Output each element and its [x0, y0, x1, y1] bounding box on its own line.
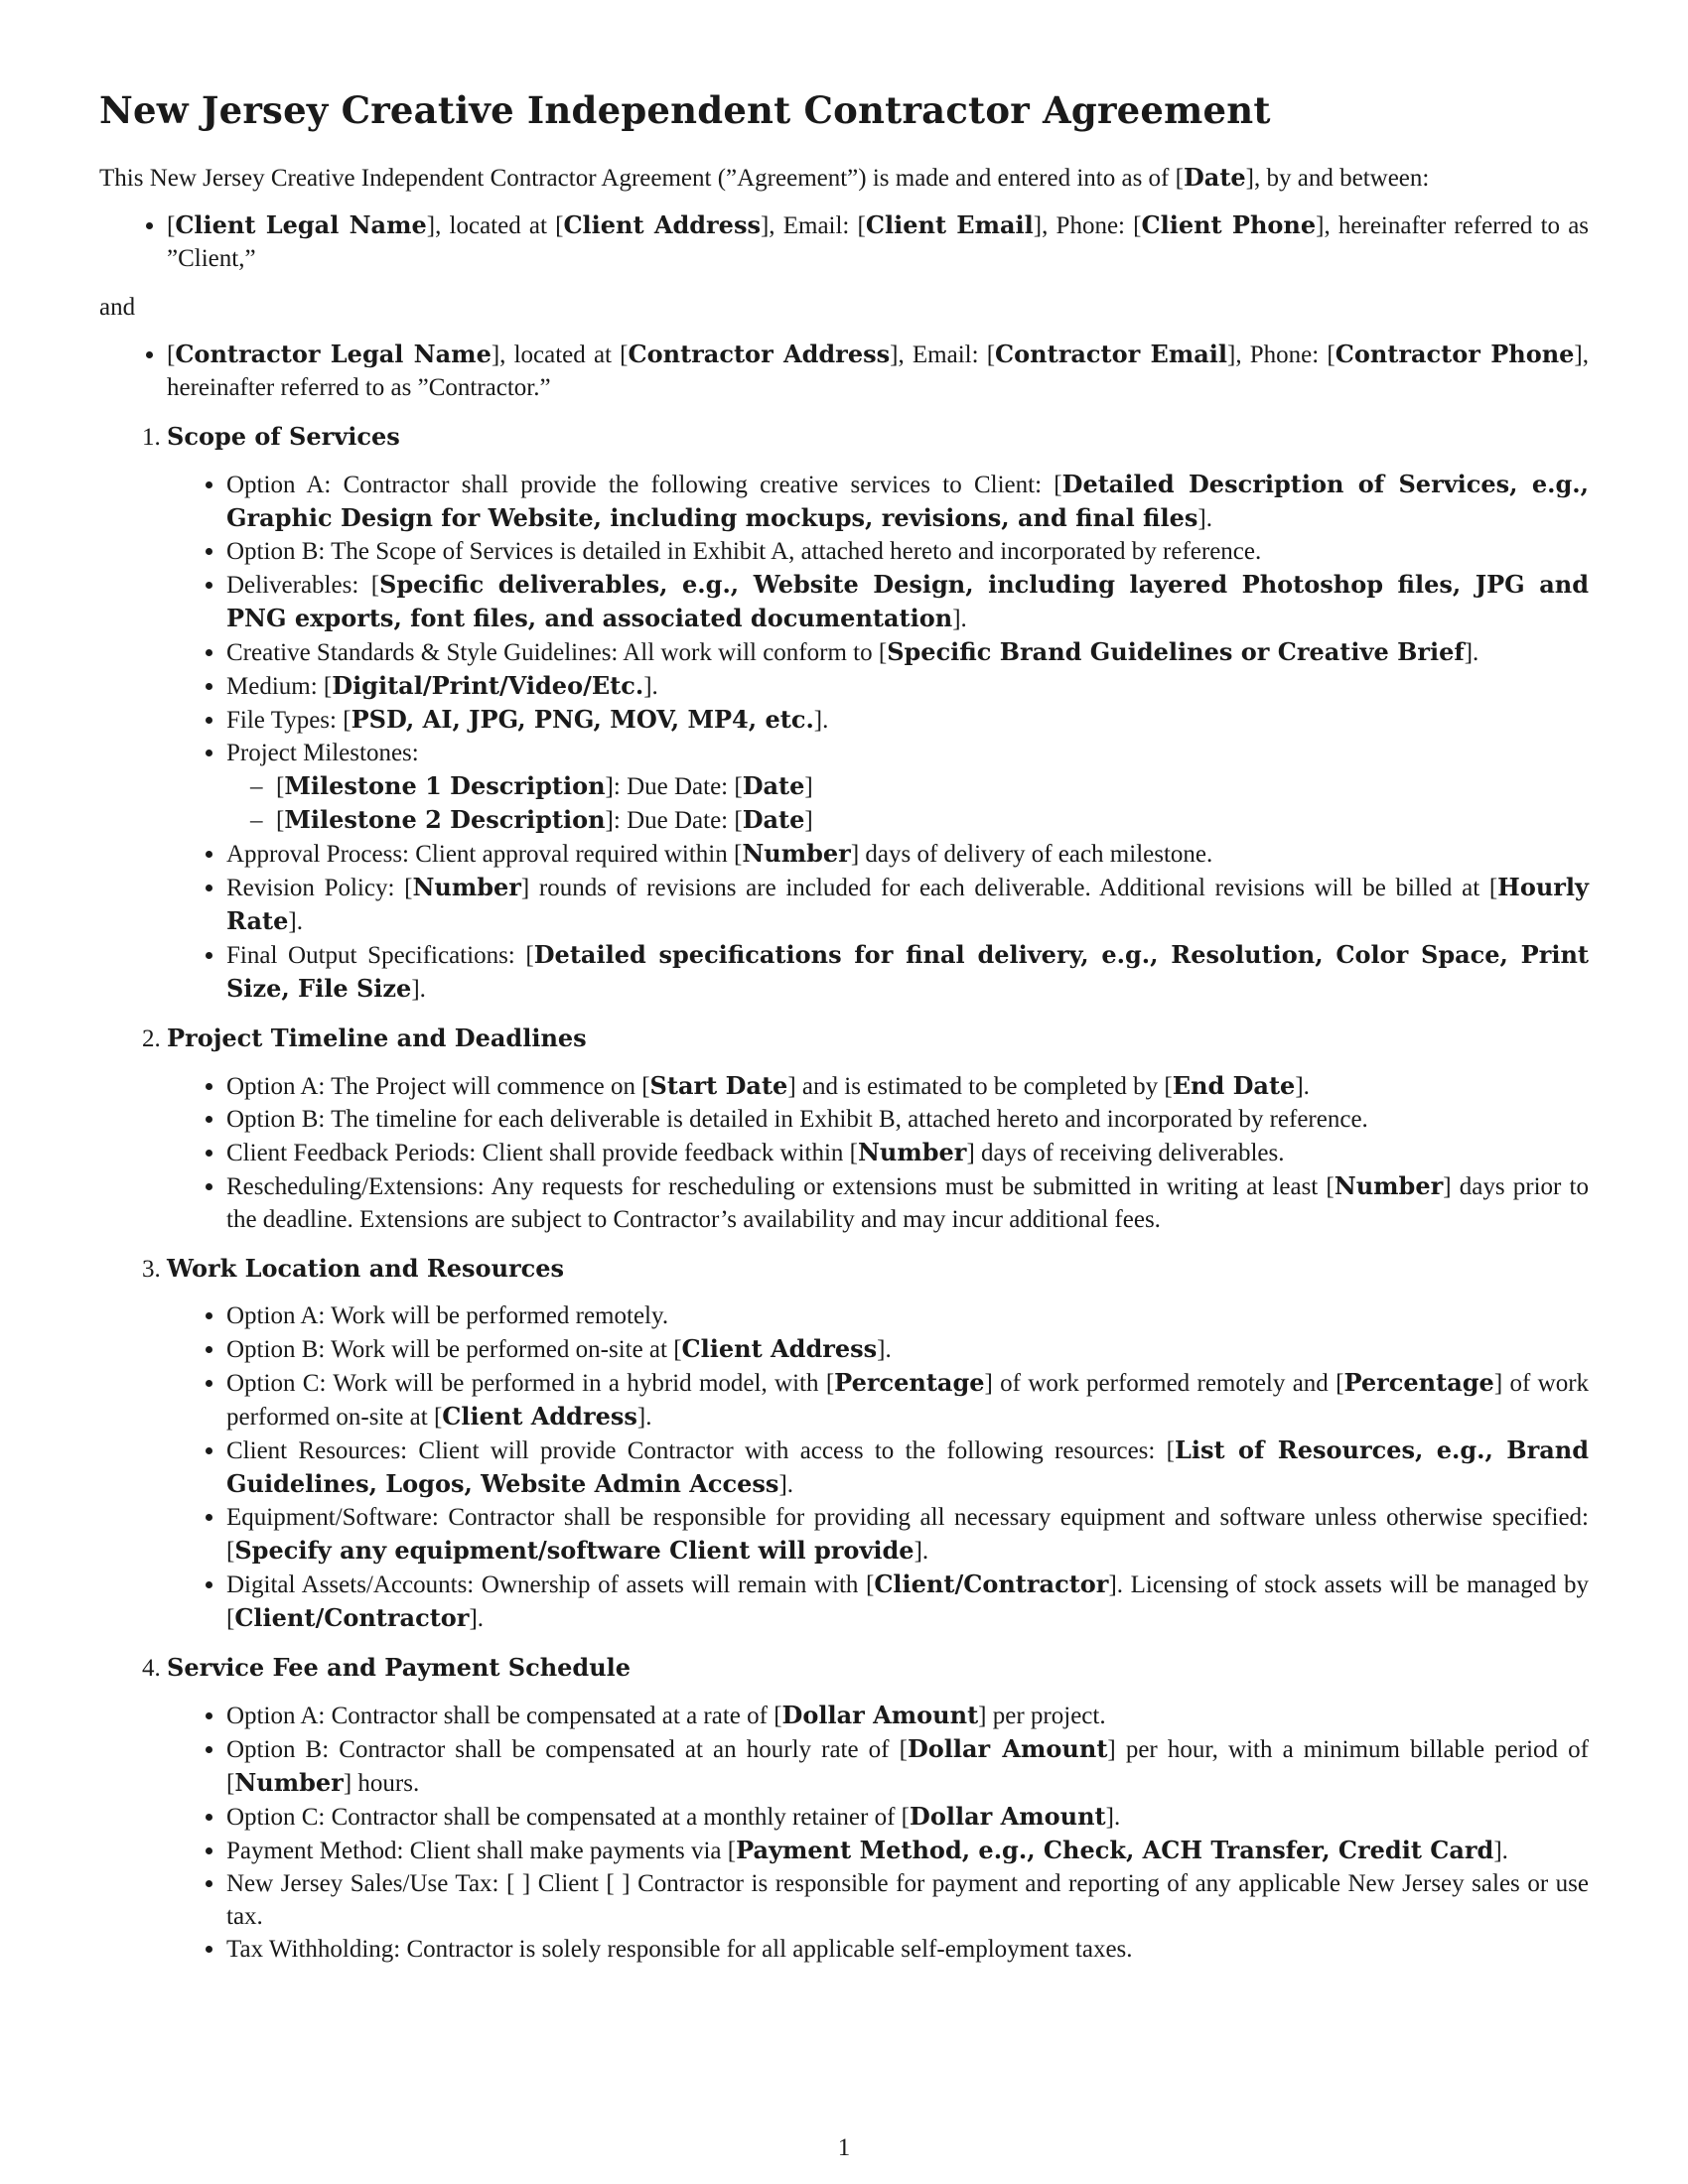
section-project-timeline	[167, 1022, 1589, 1236]
text: ], located at [	[426, 212, 564, 239]
placeholder-field: Client/Contractor	[234, 1603, 470, 1632]
text: ] of work performed remotely and [	[984, 1370, 1344, 1397]
contractor-email-field: Contractor Email	[995, 340, 1227, 368]
placeholder-field: Specific deliverables, e.g., Website Design, including layered Photoshop files, JPG and PNG exports, font files, and associated documentation	[226, 570, 1589, 632]
text: ].	[1197, 505, 1212, 532]
client-phone-field: Client Phone	[1141, 210, 1317, 239]
placeholder-field: Percentage	[1343, 1368, 1494, 1397]
text: ]. Licensing of stock assets will be managed by [	[226, 1571, 1589, 1632]
milestone-list	[226, 769, 1589, 837]
list-item	[226, 535, 1589, 568]
list-item	[226, 1103, 1589, 1136]
placeholder-field: Number	[234, 1768, 344, 1797]
text: ].	[952, 606, 967, 632]
text: File Types: [	[226, 707, 352, 734]
text: Option C: Contractor shall be compensated at a monthly retainer of [	[226, 1804, 911, 1831]
list-item	[226, 703, 1589, 737]
client-email-field: Client Email	[865, 210, 1034, 239]
list-item	[226, 1501, 1589, 1568]
list-item	[226, 568, 1589, 635]
text: [	[276, 773, 285, 800]
section-title: Project Timeline and Deadlines	[167, 1024, 587, 1052]
text: [	[276, 807, 285, 834]
placeholder-field: Hourly Rate	[226, 873, 1589, 935]
list-item	[226, 1933, 1589, 1966]
text: Digital Assets/Accounts: Ownership of assets will remain with [	[226, 1571, 875, 1598]
text: ].	[1464, 639, 1479, 666]
placeholder-field: Number	[1334, 1171, 1444, 1200]
list-item	[226, 1800, 1589, 1834]
list-item	[226, 635, 1589, 669]
list-item	[226, 1568, 1589, 1635]
placeholder-field: Milestone 2 Description	[284, 805, 606, 834]
text: Option A: Contractor shall provide the following creative services to Client: [	[226, 472, 1062, 498]
list-item	[226, 1332, 1589, 1366]
text: Deliverables: [	[226, 572, 380, 599]
text: ].	[1105, 1804, 1121, 1831]
placeholder-field: Detailed specifications for final delivery, e.g., Resolution, Color Space, Print Size, File Size	[226, 940, 1590, 1003]
text: ].	[1493, 1838, 1508, 1864]
text: ], Phone: [	[1227, 341, 1336, 368]
text: New Jersey Sales/Use Tax: [ ] Client [ ] Contractor is responsible for payment and reporting of any applicable New Jersey sales or use tax.	[226, 1870, 1589, 1930]
text: ].	[469, 1605, 485, 1632]
text: [	[167, 341, 176, 368]
list-item	[226, 669, 1589, 703]
section-items	[167, 1299, 1589, 1635]
list-item	[226, 1069, 1589, 1103]
contractor-party	[167, 338, 1589, 404]
text: ] days of receiving deliverables.	[966, 1140, 1285, 1166]
section-title: Scope of Services	[167, 422, 400, 451]
text: ] days of delivery of each milestone.	[850, 841, 1213, 868]
text: Equipment/Software: Contractor shall be responsible for providing all necessary equipment and software unless otherwise specified: [	[226, 1504, 1589, 1565]
placeholder-field: Dollar Amount	[907, 1734, 1108, 1763]
text: ], Email: [	[760, 212, 866, 239]
placeholder-field: Percentage	[834, 1368, 985, 1397]
text: Final Output Specifications: [	[226, 942, 534, 969]
text: ], Phone: [	[1033, 212, 1142, 239]
text: Option B: Work will be performed on-site at [	[226, 1336, 682, 1363]
placeholder-field: Date	[742, 771, 805, 800]
text: ] per project.	[978, 1703, 1106, 1729]
section-items	[167, 1699, 1589, 1966]
text: ]	[804, 773, 813, 800]
text: Client Feedback Periods: Client shall provide feedback within [	[226, 1140, 858, 1166]
milestone-item	[276, 769, 1589, 803]
client-name-field: Client Legal Name	[175, 210, 427, 239]
placeholder-field: Number	[742, 839, 851, 868]
placeholder-field: Number	[412, 873, 521, 901]
text: ] of work performed on-site at [	[226, 1370, 1590, 1431]
placeholder-field: Digital/Print/Video/Etc.	[332, 671, 644, 700]
placeholder-field: Number	[857, 1138, 967, 1166]
text: ]: Due Date: [	[605, 773, 743, 800]
intro-text: This New Jersey Creative Independent Contractor Agreement (”Agreement”) is made and entered into as of [	[99, 165, 1184, 192]
client-address-field: Client Address	[563, 210, 761, 239]
text: ].	[643, 673, 658, 700]
text: Rescheduling/Extensions: Any requests for rescheduling or extensions must be submitted in writing at least [	[226, 1173, 1335, 1200]
placeholder-field: Specific Brand Guidelines or Creative Brief	[887, 637, 1465, 666]
text: ], Email: [	[890, 341, 996, 368]
text: ], hereinafter referred to as ”Contractor.”	[167, 341, 1589, 401]
text: Option A: Work will be performed remotely.	[226, 1302, 669, 1329]
list-item	[226, 468, 1589, 535]
list-item	[226, 1732, 1589, 1800]
contractor-name-field: Contractor Legal Name	[175, 340, 492, 368]
text: ].	[914, 1538, 929, 1565]
milestone-item	[276, 803, 1589, 837]
contractor-phone-field: Contractor Phone	[1335, 340, 1575, 368]
text: Option C: Work will be performed in a hybrid model, with [	[226, 1370, 835, 1397]
sections-list	[99, 420, 1589, 1966]
text: ].	[288, 908, 303, 935]
placeholder-field: Client/Contractor	[874, 1570, 1109, 1598]
and-connector: and	[99, 294, 136, 321]
list-item	[226, 871, 1589, 938]
text: ], hereinafter referred to as ”Client,”	[167, 212, 1590, 272]
placeholder-field: PSD, AI, JPG, PNG, MOV, MP4, etc.	[351, 705, 814, 734]
text: ].	[778, 1471, 794, 1498]
intro-text: ], by and between:	[1245, 165, 1430, 192]
text: Creative Standards & Style Guidelines: All work will conform to [	[226, 639, 888, 666]
list-item	[226, 938, 1589, 1006]
list-item	[226, 1299, 1589, 1332]
placeholder-field: Dollar Amount	[781, 1701, 979, 1729]
document-page	[99, 87, 1589, 1981]
text: Option B: The Scope of Services is detailed in Exhibit A, attached hereto and incorporated by reference.	[226, 538, 1262, 565]
client-party	[167, 208, 1589, 275]
placeholder-field: Client Address	[681, 1334, 878, 1363]
placeholder-field: Milestone 1 Description	[284, 771, 606, 800]
client-party-list	[99, 208, 1589, 275]
document-title: New Jersey Creative Independent Contractor Agreement	[99, 88, 1271, 132]
list-item	[226, 1834, 1589, 1867]
text: ].	[411, 976, 426, 1003]
text: Revision Policy: [	[226, 875, 413, 901]
text: ] hours.	[343, 1770, 420, 1797]
text: Option B: Contractor shall be compensated at an hourly rate of [	[226, 1736, 908, 1763]
placeholder-field: Date	[742, 805, 805, 834]
text: ].	[813, 707, 829, 734]
placeholder-field: Client Address	[442, 1402, 637, 1431]
text: Medium: [	[226, 673, 333, 700]
text: ] rounds of revisions are included for each deliverable. Additional revisions will be billed at [	[520, 875, 1498, 901]
text: Payment Method: Client shall make payments via [	[226, 1838, 737, 1864]
text: [	[167, 212, 176, 239]
text: ] per hour, with a minimum billable period of [	[226, 1736, 1589, 1797]
placeholder-field: Start Date	[649, 1071, 788, 1100]
text: ]: Due Date: [	[605, 807, 743, 834]
text: Option A: Contractor shall be compensated at a rate of [	[226, 1703, 782, 1729]
list-item	[226, 737, 1589, 837]
list-item	[226, 1433, 1589, 1501]
list-item	[226, 837, 1589, 871]
text: ] days prior to the deadline. Extensions are subject to Contractor’s availability and may incur additional fees.	[226, 1173, 1589, 1233]
placeholder-field: Detailed Description of Services, e.g., Graphic Design for Website, including mockups, revisions, and final files	[226, 470, 1590, 532]
section-items	[167, 468, 1589, 1006]
placeholder-field: Dollar Amount	[910, 1802, 1106, 1831]
section-title: Service Fee and Payment Schedule	[167, 1653, 632, 1682]
contractor-party-list	[99, 338, 1589, 404]
text: ], located at [	[491, 341, 629, 368]
list-item	[226, 1169, 1589, 1236]
text: Approval Process: Client approval required within [	[226, 841, 743, 868]
placeholder-field: Payment Method, e.g., Check, ACH Transfer, Credit Card	[736, 1836, 1494, 1864]
section-work-location	[167, 1252, 1589, 1635]
list-item	[226, 1136, 1589, 1169]
section-title: Work Location and Resources	[167, 1254, 565, 1283]
text: ].	[636, 1404, 652, 1431]
intro-paragraph	[99, 161, 1589, 195]
text: ] and is estimated to be completed by [	[787, 1073, 1173, 1100]
text: Option B: The timeline for each deliverable is detailed in Exhibit B, attached hereto and incorporated by reference.	[226, 1106, 1368, 1133]
section-scope-of-services	[167, 420, 1589, 1006]
list-item	[226, 1366, 1589, 1433]
placeholder-field: End Date	[1172, 1071, 1296, 1100]
section-items	[167, 1069, 1589, 1236]
text: ]	[804, 807, 813, 834]
placeholder-field: List of Resources, e.g., Brand Guidelines, Logos, Website Admin Access	[226, 1435, 1589, 1498]
text: Client Resources: Client will provide Contractor with access to the following resources: [	[226, 1437, 1175, 1464]
list-item	[226, 1867, 1589, 1933]
contractor-address-field: Contractor Address	[628, 340, 891, 368]
text: Tax Withholding: Contractor is solely responsible for all applicable self-employment taxes.	[226, 1936, 1133, 1963]
page-number: 1	[837, 2134, 851, 2161]
text: Project Milestones:	[226, 740, 419, 766]
text: ].	[877, 1336, 892, 1363]
placeholder-field: Specify any equipment/software Client will provide	[234, 1536, 914, 1565]
intro-date-field: Date	[1183, 163, 1246, 192]
list-item	[226, 1699, 1589, 1732]
section-service-fee	[167, 1651, 1589, 1966]
text: Option A: The Project will commence on [	[226, 1073, 650, 1100]
text: ].	[1295, 1073, 1310, 1100]
